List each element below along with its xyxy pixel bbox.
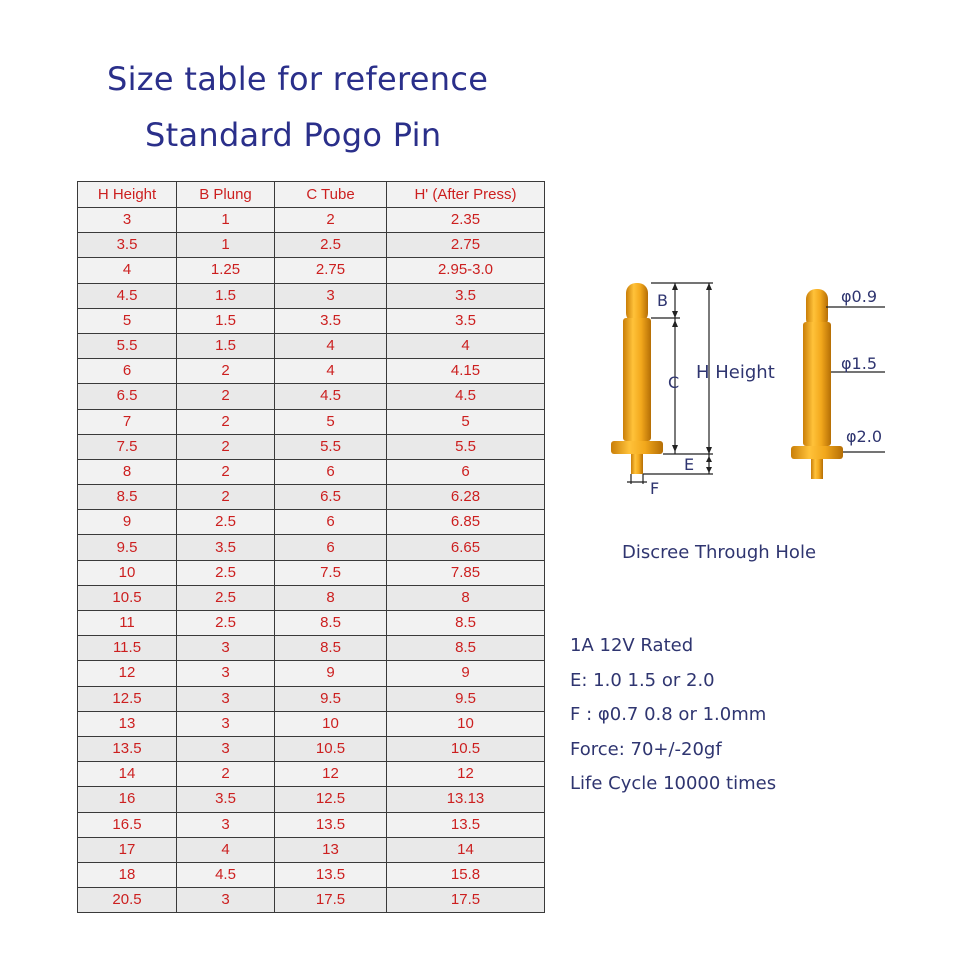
table-cell: 13 [275, 837, 387, 862]
column-header-h-after-press: H' (After Press) [387, 182, 545, 208]
table-cell: 10.5 [275, 736, 387, 761]
table-cell: 1.25 [177, 258, 275, 283]
table-row [78, 636, 545, 661]
table-cell: 10.5 [78, 585, 177, 610]
table-cell: 8.5 [387, 611, 545, 636]
table-cell: 4 [78, 258, 177, 283]
table-cell: 2 [275, 208, 387, 233]
table-cell: 3.5 [387, 283, 545, 308]
table-row [78, 585, 545, 610]
table-cell: 8 [387, 585, 545, 610]
pogo-pin-diagram [595, 272, 895, 502]
table-cell: 17 [78, 837, 177, 862]
table-cell: 10 [387, 711, 545, 736]
table-cell: 4.15 [387, 359, 545, 384]
table-cell: 1.5 [177, 308, 275, 333]
table-row [78, 308, 545, 333]
table-cell: 6 [78, 359, 177, 384]
table-cell: 18 [78, 862, 177, 887]
table-cell: 4.5 [387, 384, 545, 409]
table-cell: 3 [177, 686, 275, 711]
table-cell: 15.8 [387, 862, 545, 887]
table-cell: 3 [177, 661, 275, 686]
table-cell: 13 [78, 711, 177, 736]
size-table [77, 181, 545, 913]
table-row [78, 333, 545, 358]
table-row [78, 434, 545, 459]
table-cell: 9.5 [387, 686, 545, 711]
table-row [78, 384, 545, 409]
table-row [78, 862, 545, 887]
page-title: Size table for reference [107, 60, 489, 98]
table-cell: 13.5 [78, 736, 177, 761]
table-cell: 17.5 [275, 888, 387, 913]
table-cell: 2 [177, 409, 275, 434]
table-row [78, 258, 545, 283]
table-cell: 2.75 [275, 258, 387, 283]
table-cell: 6 [275, 459, 387, 484]
table-cell: 1 [177, 233, 275, 258]
table-cell: 10 [275, 711, 387, 736]
table-cell: 8.5 [387, 636, 545, 661]
spec-life-cycle: Life Cycle 10000 times [570, 773, 777, 794]
label-dia-flange: φ2.0 [846, 427, 882, 446]
table-cell: 9 [275, 661, 387, 686]
table-cell: 4.5 [177, 862, 275, 887]
table-cell: 8.5 [275, 611, 387, 636]
table-cell: 16 [78, 787, 177, 812]
table-cell: 3 [177, 812, 275, 837]
table-cell: 7.85 [387, 560, 545, 585]
table-cell: 2.95-3.0 [387, 258, 545, 283]
table-cell: 3 [177, 636, 275, 661]
table-row [78, 711, 545, 736]
table-cell: 2.75 [387, 233, 545, 258]
table-cell: 3 [275, 283, 387, 308]
table-cell: 4.5 [275, 384, 387, 409]
table-cell: 5.5 [78, 333, 177, 358]
table-cell: 4 [275, 359, 387, 384]
table-cell: 5.5 [387, 434, 545, 459]
table-cell: 4 [177, 837, 275, 862]
table-row [78, 283, 545, 308]
table-cell: 4 [387, 333, 545, 358]
table-cell: 2.5 [177, 510, 275, 535]
table-cell: 3.5 [387, 308, 545, 333]
table-cell: 4 [275, 333, 387, 358]
table-row [78, 485, 545, 510]
table-row [78, 233, 545, 258]
table-row [78, 837, 545, 862]
label-f: F [650, 479, 660, 498]
table-cell: 5.5 [275, 434, 387, 459]
label-c: C [668, 373, 680, 392]
table-row [78, 661, 545, 686]
table-cell: 6.85 [387, 510, 545, 535]
table-cell: 5 [78, 308, 177, 333]
table-cell: 2.5 [177, 560, 275, 585]
spec-f: F : φ0.7 0.8 or 1.0mm [570, 704, 767, 725]
column-header-b-plung: B Plung [177, 182, 275, 208]
table-body [78, 208, 545, 913]
label-e: E [684, 455, 695, 474]
diagram-caption: Discree Through Hole [622, 542, 817, 563]
table-cell: 2.5 [177, 585, 275, 610]
table-cell: 2.5 [275, 233, 387, 258]
table-cell: 2.35 [387, 208, 545, 233]
table-cell: 13.5 [275, 812, 387, 837]
table-cell: 16.5 [78, 812, 177, 837]
table-cell: 5 [387, 409, 545, 434]
table-cell: 7.5 [275, 560, 387, 585]
table-row [78, 762, 545, 787]
table-cell: 2 [177, 359, 275, 384]
table-row [78, 888, 545, 913]
table-cell: 12 [275, 762, 387, 787]
table-cell: 6.5 [275, 485, 387, 510]
table-cell: 3 [78, 208, 177, 233]
table-cell: 8.5 [275, 636, 387, 661]
table-row [78, 409, 545, 434]
table-row [78, 812, 545, 837]
table-cell: 3.5 [177, 535, 275, 560]
page-subtitle: Standard Pogo Pin [145, 116, 442, 154]
spec-rating: 1A 12V Rated [570, 635, 694, 656]
table-cell: 2.5 [177, 611, 275, 636]
table-cell: 8.5 [78, 485, 177, 510]
spec-force: Force: 70+/-20gf [570, 738, 722, 760]
table-cell: 6 [275, 535, 387, 560]
table-cell: 3 [177, 888, 275, 913]
table-row [78, 208, 545, 233]
pogo-pin-left [611, 283, 663, 474]
table-row [78, 459, 545, 484]
label-dia-tip: φ0.9 [841, 287, 877, 306]
table-cell: 10 [78, 560, 177, 585]
table-cell: 3.5 [177, 787, 275, 812]
table-cell: 3 [177, 711, 275, 736]
table-cell: 3 [177, 736, 275, 761]
table-cell: 9.5 [78, 535, 177, 560]
spec-e: E: 1.0 1.5 or 2.0 [570, 669, 715, 691]
table-cell: 9 [387, 661, 545, 686]
table-cell: 6 [387, 459, 545, 484]
table-row [78, 686, 545, 711]
table-cell: 12.5 [78, 686, 177, 711]
table-header-row [78, 182, 545, 208]
label-b: B [657, 291, 668, 310]
spec-list [570, 633, 776, 806]
table-row [78, 560, 545, 585]
column-header-h-height: H Height [78, 182, 177, 208]
table-cell: 12 [387, 762, 545, 787]
table-cell: 11.5 [78, 636, 177, 661]
table-row [78, 359, 545, 384]
table-cell: 13.5 [275, 862, 387, 887]
table-cell: 13.5 [387, 812, 545, 837]
table-cell: 3.5 [275, 308, 387, 333]
table-row [78, 611, 545, 636]
table-cell: 10.5 [387, 736, 545, 761]
table-cell: 2 [177, 434, 275, 459]
table-cell: 9 [78, 510, 177, 535]
table-cell: 12 [78, 661, 177, 686]
table-cell: 11 [78, 611, 177, 636]
table-cell: 7 [78, 409, 177, 434]
table-cell: 3.5 [78, 233, 177, 258]
table-cell: 6.5 [78, 384, 177, 409]
table-cell: 6.65 [387, 535, 545, 560]
table-cell: 1.5 [177, 283, 275, 308]
table-cell: 8 [275, 585, 387, 610]
table-cell: 2 [177, 459, 275, 484]
table-cell: 14 [78, 762, 177, 787]
table-cell: 2 [177, 485, 275, 510]
pogo-pin-right [791, 289, 843, 479]
label-h-height: H Height [696, 362, 775, 383]
table-row [78, 787, 545, 812]
table-cell: 2 [177, 384, 275, 409]
table-cell: 7.5 [78, 434, 177, 459]
table-row [78, 535, 545, 560]
table-row [78, 736, 545, 761]
table-cell: 20.5 [78, 888, 177, 913]
table-cell: 9.5 [275, 686, 387, 711]
table-cell: 1.5 [177, 333, 275, 358]
column-header-c-tube: C Tube [275, 182, 387, 208]
label-dia-tube: φ1.5 [841, 354, 877, 373]
table-cell: 5 [275, 409, 387, 434]
table-cell: 1 [177, 208, 275, 233]
table-cell: 13.13 [387, 787, 545, 812]
table-cell: 6.28 [387, 485, 545, 510]
table-cell: 2 [177, 762, 275, 787]
table-cell: 17.5 [387, 888, 545, 913]
table-row [78, 510, 545, 535]
table-cell: 14 [387, 837, 545, 862]
table-cell: 4.5 [78, 283, 177, 308]
table-cell: 8 [78, 459, 177, 484]
table-cell: 6 [275, 510, 387, 535]
table-cell: 12.5 [275, 787, 387, 812]
